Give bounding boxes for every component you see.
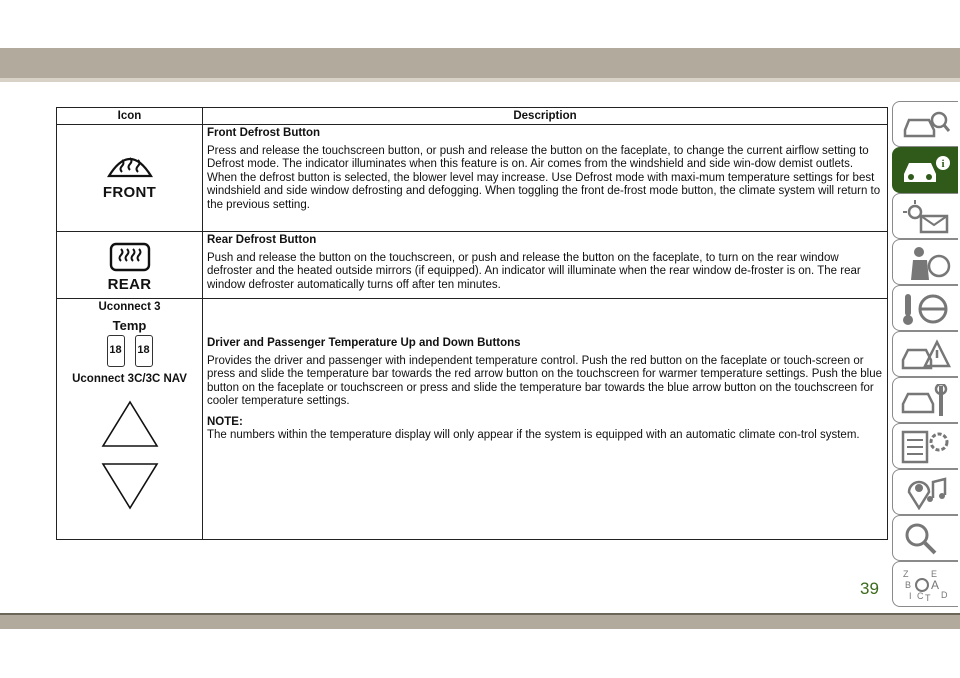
description-cell [203,232,888,299]
header-band-edge [0,78,960,82]
car-service-icon[interactable] [892,377,958,423]
row-text: Press and release the touchscreen button, or push and release the button on the faceplate, to change the current airflow setting to Defrost mode. The indicator illuminates when this feature is on. Air comes from the windshield and side win-dow demist outlets. When the defrost button is selected, the blower level may increase. Use Defrost mode with maxi-mum temperature settings for best windshield and side window defrosting and defogging. When toggling the front de-frost mode button, the climate system will return to the previous setting. [207,144,881,211]
description-cell [203,125,888,232]
svg-text:A: A [931,578,940,592]
note-text: The numbers within the temperature display will only appear if the system is equipped with an automatic climate con-trol system. [207,429,860,442]
svg-text:T: T [925,593,931,602]
temp-display [57,335,202,367]
table-row [57,299,888,540]
row-title: Rear Defrost Button [207,234,317,246]
footer-band [0,613,960,629]
svg-text:D: D [941,590,948,600]
passenger-temp-value: 18 [135,335,153,367]
row-text: Push and release the button on the touchscreen, or push and release the button on the faceplate, to turn on the rear window defroster and the heated outside mirrors (if equipped). An indicator will illuminate when the rear window de-froster is on. The rear window defroster automatically turns off after ten minutes. [207,251,861,291]
row-title: Front Defrost Button [207,127,321,139]
header-band [0,48,960,78]
car-crash-warning-icon[interactable] [892,331,958,377]
airbag-person-icon[interactable] [892,239,958,285]
uconnect-3c-label: Uconnect 3C/3C NAV [72,373,187,385]
table-row [57,232,888,299]
rear-defrost-icon [108,241,152,273]
description-cell [203,299,888,540]
svg-text:Z: Z [903,569,909,579]
svg-text:I: I [909,591,912,601]
rear-icon-label: REAR [107,276,152,293]
driver-temp-value: 18 [107,335,125,367]
temperature-up-icon [100,399,160,449]
icon-cell [57,125,203,232]
row-text: Provides the driver and passenger with independent temperature control. Push the red button on the faceplate or touch-screen or press and slide the temperature bar towards the red arrow button on the touchscreen for warmer temperature settings. Push the blue button on the faceplate or touchscreen or press and slide the temperature bar towards the blue arrow button on the touchscreen for cooler temperature settings. [207,354,883,408]
controls-table [56,107,888,540]
uconnect-3-label: Uconnect 3 [98,301,161,313]
temp-label: Temp [112,318,147,333]
column-header-description: Description [203,108,888,125]
media-location-icon[interactable] [892,469,958,515]
note-heading: NOTE: [207,415,243,428]
svg-text:E: E [931,569,938,579]
icon-cell [57,299,203,540]
svg-text:i: i [941,158,945,170]
settings-list-icon[interactable] [892,423,958,469]
column-header-icon: Icon [57,108,203,125]
car-info-icon[interactable] [892,147,958,193]
svg-text:B: B [905,580,912,590]
front-defrost-icon [100,147,160,181]
car-search-icon[interactable] [892,101,958,147]
row-title: Driver and Passenger Temperature Up and Down Buttons [207,336,521,349]
steering-wheel-icon[interactable] [892,285,958,331]
index-alphabet-icon[interactable] [892,561,958,607]
chapter-tabs [892,101,960,601]
svg-text:C: C [917,591,924,601]
front-icon-label: FRONT [102,184,157,201]
icon-cell [57,232,203,299]
table-header-row [57,108,888,125]
search-icon[interactable] [892,515,958,561]
table-row [57,125,888,232]
page-number: 39 [860,579,879,598]
temperature-down-icon [100,461,160,511]
warning-lights-icon[interactable] [892,193,958,239]
